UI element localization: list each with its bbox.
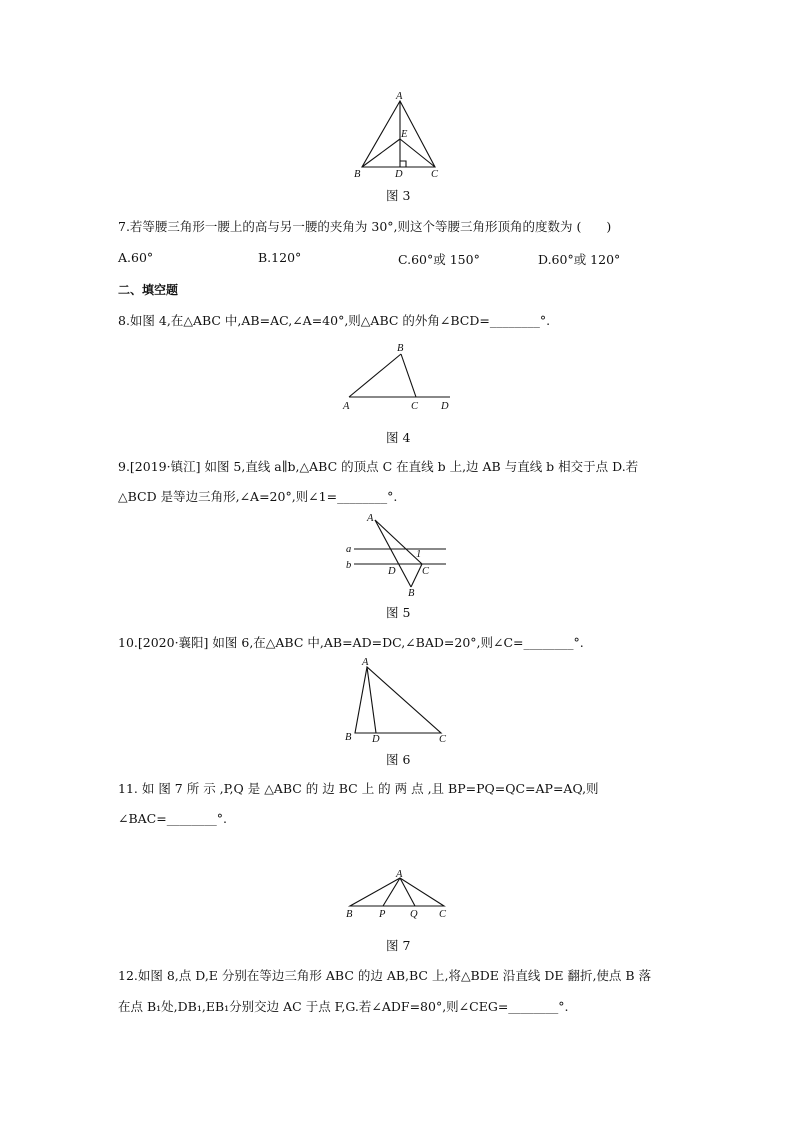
fig5-label-b-point: B <box>408 588 415 599</box>
fig5-label-line-a: a <box>346 544 352 555</box>
fig6-label-b: B <box>345 732 352 743</box>
fig4-line-ab <box>349 354 401 397</box>
fig7-label-p: P <box>379 909 386 920</box>
fig4-label-c: C <box>411 401 419 412</box>
q7-option-d: D.60°或 120° <box>538 252 621 267</box>
fig7-label-c: C <box>439 909 447 920</box>
fig3-label-d: D <box>395 169 403 180</box>
fig3-right-angle-mark <box>400 161 406 167</box>
q7-text: 7.若等腰三角形一腰上的高与另一腰的夹角为 30°,则这个等腰三角形顶角的度数为 ( ) <box>118 219 612 234</box>
fig7-label-b: B <box>346 909 353 920</box>
fig6-caption: 图 6 <box>386 752 411 767</box>
fig6-label-d: D <box>372 734 380 745</box>
q9-text-line2: △BCD 是等边三角形,∠A=20°,则∠1=________°. <box>118 489 398 504</box>
fig6-segment-ad <box>367 667 376 733</box>
fig3-label-e: E <box>401 129 408 140</box>
fig3-label-c: C <box>431 169 439 180</box>
fig5-label-line-b: b <box>346 560 352 571</box>
fig3-segment-be <box>362 139 400 167</box>
q11-text-line1: 11. 如 图 7 所 示 ,P,Q 是 △ABC 的 边 BC 上 的 两 点 ,且 BP=PQ=QC=AP=AQ,则 <box>118 781 599 796</box>
fig4-label-a: A <box>343 401 350 412</box>
fig5-label-d: D <box>388 566 396 577</box>
figure-4 <box>338 340 458 415</box>
fig5-caption: 图 5 <box>386 605 411 620</box>
q7-option-a: A.60° <box>118 250 154 265</box>
q9-text-line1: 9.[2019·镇江] 如图 5,直线 a∥b,△ABC 的顶点 C 在直线 b 上,边 AB 与直线 b 相交于点 D.若 <box>118 459 639 474</box>
figure-7 <box>340 868 455 923</box>
q12-text-line1: 12.如图 8,点 D,E 分别在等边三角形 ABC 的边 AB,BC 上,将△BDE 沿直线 DE 翻折,使点 B 落 <box>118 968 652 983</box>
fig4-label-b: B <box>397 343 404 354</box>
fig4-caption: 图 4 <box>386 430 411 445</box>
section-fill-in-title: 二、填空题 <box>118 283 179 297</box>
q12-text-line2: 在点 B₁处,DB₁,EB₁分别交边 AC 于点 F,G.若∠ADF=80°,则∠CEG=________°. <box>118 999 569 1014</box>
fig3-caption: 图 3 <box>386 188 411 203</box>
fig7-label-a: A <box>396 869 403 880</box>
fig3-label-b: B <box>354 169 361 180</box>
fig5-segment-ac <box>375 520 422 564</box>
fig5-label-a-point: A <box>367 513 374 524</box>
q7-option-b: B.120° <box>258 250 302 265</box>
fig3-triangle-abc <box>362 101 435 167</box>
fig3-segment-ce <box>400 139 435 167</box>
fig6-label-c: C <box>439 734 447 745</box>
figure-5 <box>342 510 452 600</box>
fig3-label-a: A <box>396 91 403 102</box>
fig7-caption: 图 7 <box>386 938 411 953</box>
fig4-line-bc <box>401 354 416 397</box>
figure-6 <box>338 652 458 747</box>
q10-text: 10.[2020·襄阳] 如图 6,在△ABC 中,AB=AD=DC,∠BAD=20°,则∠C=________°. <box>118 635 584 650</box>
q8-text: 8.如图 4,在△ABC 中,AB=AC,∠A=40°,则△ABC 的外角∠BCD=________°. <box>118 313 551 328</box>
fig6-label-a: A <box>362 657 369 668</box>
fig4-label-d: D <box>441 401 449 412</box>
fig7-label-q: Q <box>410 909 418 920</box>
fig5-label-c: C <box>422 566 430 577</box>
fig5-segment-bc <box>411 564 422 587</box>
figure-3 <box>350 90 450 180</box>
q11-text-line2: ∠BAC=________°. <box>118 811 227 826</box>
q7-option-c: C.60°或 150° <box>398 252 480 267</box>
fig5-label-angle-1: 1 <box>416 549 422 560</box>
